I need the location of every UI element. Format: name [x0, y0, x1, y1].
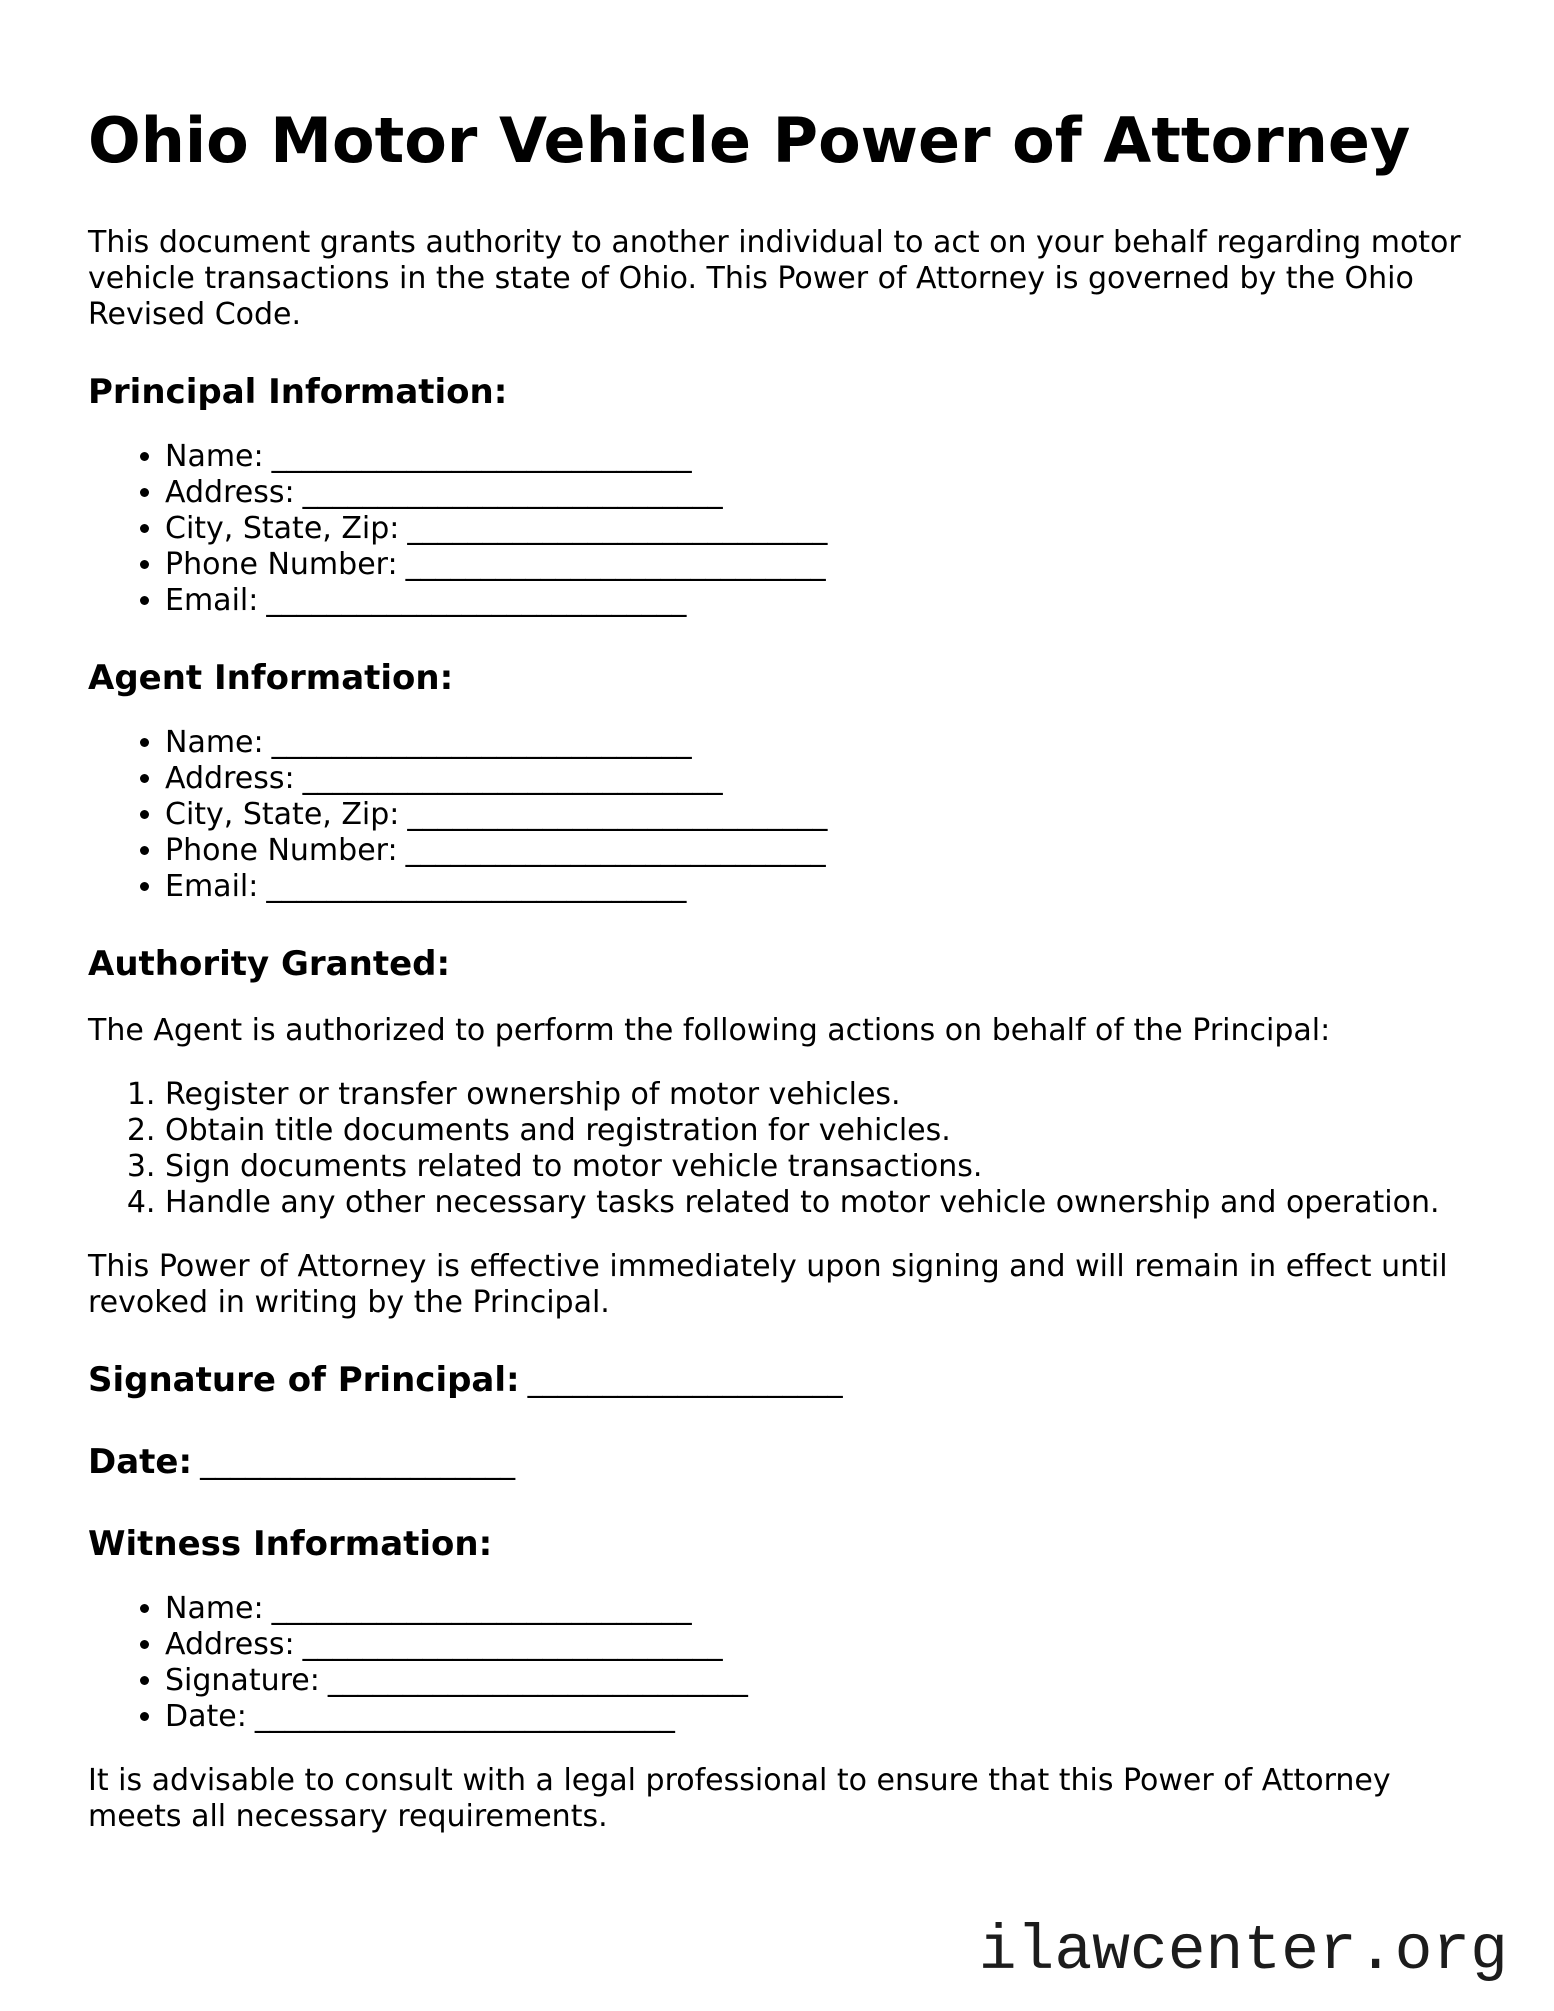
intro-paragraph: This document grants authority to another individual to act on your behalf regarding motor vehicle transactions in the state of Ohio. This Power of Attorney is governed by the Ohio Revised Code.: [88, 225, 1461, 333]
closing-paragraph: It is advisable to consult with a legal professional to ensure that this Power of Attorney meets all necessary requirements.: [88, 1763, 1391, 1835]
field-label: Email:: [165, 869, 259, 905]
principal-phone-row: [165, 547, 1466, 583]
fill-in-line: ____________________________: [405, 547, 826, 583]
principal-city-state-zip-row: [165, 511, 1466, 547]
fill-in-line: ____________________________: [254, 1699, 675, 1735]
witness-fields-list: [88, 1591, 1466, 1735]
field-label: Address:: [165, 475, 295, 511]
fill-in-line: ____________________________: [407, 511, 828, 547]
authority-actions-list: [88, 1077, 1466, 1221]
principal-address-row: [165, 475, 1466, 511]
field-label: Signature:: [165, 1663, 320, 1699]
fill-in-line: ____________________________: [266, 869, 687, 905]
date-label: Date:: [88, 1442, 193, 1483]
agent-email-row: [165, 869, 1466, 905]
authority-action-item: 3. Sign documents related to motor vehicle transactions.: [165, 1149, 1466, 1185]
field-label: Name:: [165, 725, 264, 761]
field-label: City, State, Zip:: [165, 511, 400, 547]
fill-in-line: ____________________________: [271, 439, 692, 475]
fill-in-line: ____________________________: [327, 1663, 748, 1699]
effectiveness-paragraph: This Power of Attorney is effective immediately upon signing and will remain in effect until revoked in writing by the Principal.: [88, 1249, 1448, 1321]
field-label: Email:: [165, 583, 259, 619]
agent-fields-list: [88, 725, 1466, 905]
fill-in-line: ____________________________: [302, 475, 723, 511]
field-label: Phone Number:: [165, 833, 398, 869]
principal-information-heading: Principal Information:: [88, 372, 508, 413]
agent-address-row: [165, 761, 1466, 797]
witness-signature-row: [165, 1663, 1466, 1699]
principal-signature-row: [88, 1359, 1466, 1403]
agent-name-row: [165, 725, 1466, 761]
fill-in-line: ____________________________: [266, 583, 687, 619]
principal-email-row: [165, 583, 1466, 619]
principal-fields-list: [88, 439, 1466, 619]
fill-in-line: ____________________________: [407, 797, 828, 833]
field-label: Name:: [165, 439, 264, 475]
fill-in-line: ____________________________: [302, 761, 723, 797]
fill-in-line: ____________________________: [302, 1627, 723, 1663]
agent-phone-row: [165, 833, 1466, 869]
witness-name-row: [165, 1591, 1466, 1627]
fill-in-line: ____________________________: [271, 725, 692, 761]
field-label: Date:: [165, 1699, 247, 1735]
field-label: Phone Number:: [165, 547, 398, 583]
witness-date-row: [165, 1699, 1466, 1735]
agent-city-state-zip-row: [165, 797, 1466, 833]
fill-in-line: ____________________________: [405, 833, 826, 869]
page-title: Ohio Motor Vehicle Power of Attorney: [88, 104, 1411, 177]
authority-action-item: 2. Obtain title documents and registration for vehicles.: [165, 1113, 1466, 1149]
authority-action-item: 1. Register or transfer ownership of motor vehicles.: [165, 1077, 1466, 1113]
witness-information-heading: Witness Information:: [88, 1524, 493, 1565]
field-label: Address:: [165, 1627, 295, 1663]
field-label: Name:: [165, 1591, 264, 1627]
field-label: Address:: [165, 761, 295, 797]
footer-brand: ilawcenter.org: [978, 1916, 1508, 1987]
authority-granted-heading: Authority Granted:: [88, 944, 451, 985]
field-label: City, State, Zip:: [165, 797, 400, 833]
principal-name-row: [165, 439, 1466, 475]
fill-in-line: ____________________________: [271, 1591, 692, 1627]
witness-address-row: [165, 1627, 1466, 1663]
signature-label: Signature of Principal:: [88, 1360, 520, 1401]
authority-lead-paragraph: The Agent is authorized to perform the following actions on behalf of the Principal:: [88, 1013, 1331, 1049]
date-row: [88, 1441, 1466, 1485]
date-line: _____________________: [200, 1446, 516, 1482]
signature-line: _____________________: [527, 1364, 843, 1400]
authority-action-item: 4. Handle any other necessary tasks related to motor vehicle ownership and operation.: [165, 1185, 1466, 1221]
agent-information-heading: Agent Information:: [88, 658, 454, 699]
